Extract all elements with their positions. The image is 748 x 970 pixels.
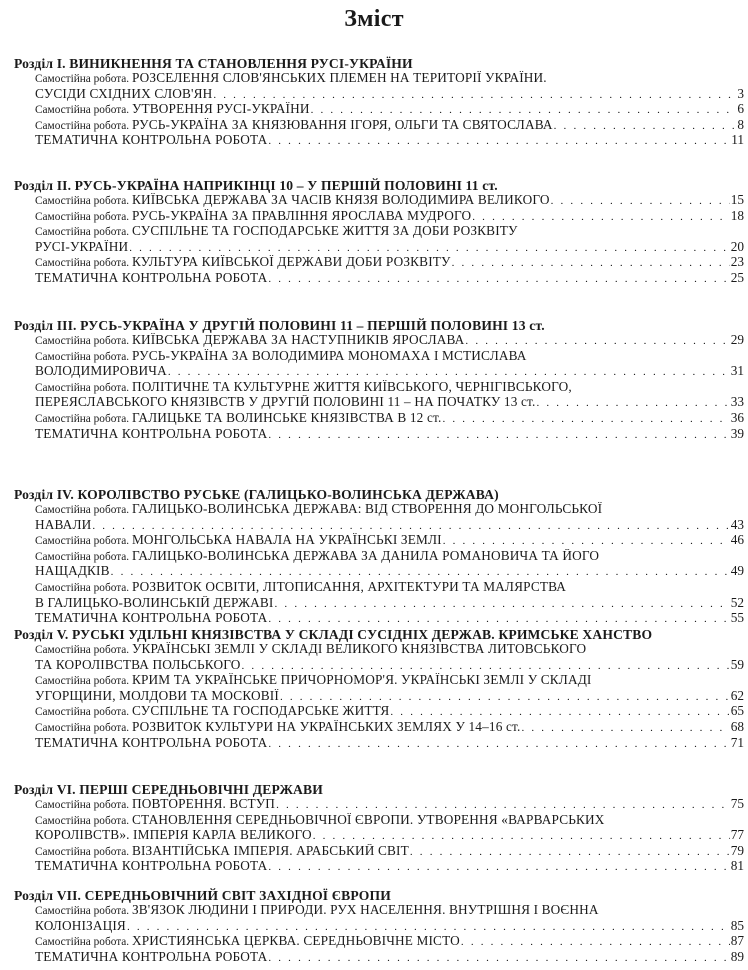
toc-section: [14, 178, 744, 287]
toc-entry[interactable]: [35, 533, 744, 549]
dot-leader: [280, 690, 730, 705]
section-heading: Розділ II. РУСЬ-УКРАЇНА НАПРИКІНЦІ 10 – У ПЕРШІЙ ПОЛОВИНІ 11 ст.: [14, 178, 498, 193]
entry-text: [35, 736, 267, 751]
entry-title: СУСІДИ СХІДНИХ СЛОВ'ЯН: [35, 86, 213, 101]
entry-prefix: Самостійна робота.: [35, 535, 132, 548]
entry-line: [35, 611, 744, 627]
dot-leader: [268, 428, 729, 443]
dot-leader: [268, 951, 729, 966]
entry-prefix: Самостійна робота.: [35, 226, 132, 239]
entry-title: СТАНОВЛЕННЯ СЕРЕДНЬОВІЧНОЇ ЄВРОПИ. УТВОРЕННЯ «ВАРВАРСЬКИХ: [131, 812, 605, 827]
page-number: 23: [730, 255, 744, 270]
entry-title: ТА КОРОЛІВСТВА ПОЛЬСЬКОГО: [35, 657, 241, 672]
entry-prefix: Самостійна робота.: [35, 550, 132, 563]
toc-entry[interactable]: [35, 642, 744, 673]
entry-line: [35, 411, 744, 427]
page-number: 89: [730, 949, 744, 964]
dot-leader: [311, 103, 737, 118]
entry-prefix: Самостійна робота.: [35, 581, 132, 594]
entry-prefix: Самостійна робота.: [35, 210, 132, 223]
entry-prefix: Самостійна робота.: [35, 936, 132, 949]
entry-text: [35, 333, 464, 349]
entry-line: [35, 903, 744, 919]
toc-entry[interactable]: [35, 380, 744, 411]
page-number: 85: [730, 918, 744, 933]
entry-title: КОРОЛІВСТВ». ІМПЕРІЯ КАРЛА ВЕЛИКОГО: [35, 828, 312, 843]
entry-line: [35, 844, 744, 860]
entry-text: [35, 642, 586, 658]
entry-title: ЗВ'ЯЗОК ЛЮДИНИ І ПРИРОДИ. РУХ НАСЕЛЕННЯ. ВНУТРІШНЯ І ВОЄННА: [131, 903, 599, 917]
section-heading: Розділ V. РУСЬКІ УДІЛЬНІ КНЯЗІВСТВА У СКЛАДІ СУСІДНІХ ДЕРЖАВ. КРИМСЬКЕ ХАНСТВО: [14, 627, 653, 642]
toc-section: [14, 487, 744, 627]
entry-title: КИЇВСЬКА ДЕРЖАВА ЗА ЧАСІВ КНЯЗЯ ВОЛОДИМИРА ВЕЛИКОГО: [131, 193, 550, 207]
entry-text: [35, 518, 91, 533]
entry-text: [35, 580, 566, 596]
entry-title: СУСПІЛЬНЕ ТА ГОСПОДАРСЬКЕ ЖИТТЯ ЗА ДОБИ РОЗКВІТУ: [131, 224, 518, 239]
entry-line: [35, 380, 744, 396]
page-number: 65: [730, 704, 744, 719]
entry-line: [35, 364, 744, 380]
entry-line: [35, 240, 744, 256]
entry-line: [35, 427, 744, 443]
page-number: 87: [730, 934, 744, 949]
entry-text: [35, 427, 267, 442]
entry-title: ПОВТОРЕННЯ. ВСТУП: [131, 797, 276, 811]
entry-prefix: Самостійна робота.: [35, 381, 132, 394]
dot-leader: [472, 210, 729, 225]
entry-prefix: Самостійна робота.: [35, 104, 132, 117]
entry-title: РУСІ-УКРАЇНИ: [35, 239, 129, 254]
section-heading: Розділ VII. СЕРЕДНЬОВІЧНИЙ СВІТ ЗАХІДНОЇ ЄВРОПИ: [14, 888, 391, 903]
dot-leader: [92, 519, 729, 534]
toc-section: [14, 56, 744, 149]
toc-section: [14, 627, 744, 751]
toc-entry[interactable]: [35, 580, 744, 611]
entry-title: ГАЛИЦЬКО-ВОЛИНСЬКА ДЕРЖАВА ЗА ДАНИЛА РОМАНОВИЧА ТА ЙОГО: [131, 548, 600, 563]
entry-line: [35, 333, 744, 349]
entry-text: [35, 596, 274, 611]
dot-leader: [268, 860, 729, 875]
entry-title: КОЛОНІЗАЦІЯ: [35, 918, 126, 933]
entry-title: ТЕМАТИЧНА КОНТРОЛЬНА РОБОТА: [35, 949, 268, 964]
page-number: 15: [730, 193, 744, 207]
entry-prefix: Самостійна робота.: [35, 119, 132, 132]
section-heading: Розділ IV. КОРОЛІВСТВО РУСЬКЕ (ГАЛИЦЬКО-ВОЛИНСЬКА ДЕРЖАВА): [14, 487, 499, 502]
page-number: 18: [730, 208, 744, 223]
entry-title: ПОЛІТИЧНЕ ТА КУЛЬТУРНЕ ЖИТТЯ КИЇВСЬКОГО, ЧЕРНІГІВСЬКОГО,: [131, 379, 572, 394]
dot-leader: [127, 920, 730, 935]
entry-line: [35, 133, 744, 149]
toc-entry[interactable]: [35, 349, 744, 380]
page-number: 3: [737, 86, 744, 101]
entry-title: НАВАЛИ: [35, 517, 92, 532]
entry-text: [35, 549, 599, 565]
page-number: 39: [730, 426, 744, 441]
toc-entry[interactable]: [35, 950, 744, 966]
dot-leader: [554, 119, 737, 134]
entry-line: [35, 549, 744, 565]
entry-text: [35, 813, 605, 829]
entry-line: [35, 673, 744, 689]
page-number: 75: [730, 797, 744, 811]
entry-line: [35, 533, 744, 549]
section-heading: Розділ VI. ПЕРШІ СЕРЕДНЬОВІЧНІ ДЕРЖАВИ: [14, 782, 323, 797]
entry-line: [35, 596, 744, 612]
toc-entry[interactable]: [35, 903, 744, 934]
toc-entry[interactable]: [35, 333, 744, 349]
dot-leader: [390, 705, 729, 720]
entry-line: [35, 193, 744, 209]
page-number: 59: [730, 657, 744, 672]
entry-text: [35, 704, 389, 720]
entry-line: [35, 813, 744, 829]
entry-title: ГАЛИЦЬКЕ ТА ВОЛИНСЬКЕ КНЯЗІВСТВА В 12 ст.: [131, 410, 442, 425]
entry-line: [35, 704, 744, 720]
entry-text: [35, 364, 167, 379]
dot-leader: [551, 194, 730, 209]
toc-entry[interactable]: [35, 736, 744, 752]
entry-line: [35, 87, 744, 103]
entry-text: [35, 209, 471, 225]
page-number: 62: [730, 688, 744, 703]
entry-text: [35, 673, 592, 689]
entry-text: [35, 502, 602, 518]
toc-entry[interactable]: [35, 704, 744, 720]
page-number: 68: [730, 719, 744, 734]
entry-text: [35, 919, 126, 934]
entry-line: [35, 859, 744, 875]
dot-leader: [461, 935, 730, 950]
toc-section: [14, 782, 744, 875]
entry-text: [35, 720, 520, 736]
entry-line: [35, 209, 744, 225]
dot-leader: [111, 565, 730, 580]
entry-prefix: Самостійна робота.: [35, 644, 132, 656]
entry-text: [35, 797, 275, 813]
toc-section: [14, 318, 744, 442]
toc-section: [14, 888, 744, 965]
page-number: 31: [730, 364, 744, 379]
entry-line: [35, 580, 744, 596]
page-number: 11: [731, 133, 744, 148]
entry-title: РОЗСЕЛЕННЯ СЛОВ'ЯНСЬКИХ ПЛЕМЕН НА ТЕРИТОРІЇ УКРАЇНИ.: [131, 71, 547, 85]
toc-entry[interactable]: [35, 271, 744, 287]
entry-title: ТЕМАТИЧНА КОНТРОЛЬНА РОБОТА: [35, 270, 268, 285]
entry-prefix: Самостійна робота.: [35, 412, 132, 425]
page-number: 46: [730, 533, 744, 548]
dot-leader: [129, 241, 729, 256]
entry-text: [35, 844, 409, 860]
entry-line: [35, 102, 744, 118]
entry-prefix: Самостійна робота.: [35, 257, 132, 270]
entry-text: [35, 859, 267, 874]
entry-line: [35, 736, 744, 752]
dot-leader: [442, 412, 729, 427]
entry-text: [35, 564, 110, 579]
entry-text: [35, 224, 518, 240]
entry-prefix: Самостійна робота.: [35, 73, 132, 85]
entry-title: КИЇВСЬКА ДЕРЖАВА ЗА НАСТУПНИКІВ ЯРОСЛАВА: [131, 333, 465, 347]
entry-line: [35, 502, 744, 518]
toc-entry[interactable]: [35, 118, 744, 134]
dot-leader: [465, 334, 729, 349]
page-number: 33: [730, 395, 744, 410]
page-number: 43: [730, 517, 744, 532]
entry-title: УГОРЩИНИ, МОЛДОВИ ТА МОСКОВІЇ: [35, 688, 279, 703]
entry-text: [35, 950, 267, 965]
entry-title: УКРАЇНСЬКІ ЗЕМЛІ У СКЛАДІ ВЕЛИКОГО КНЯЗІВСТВА ЛИТОВСЬКОГО: [131, 642, 587, 656]
toc-entry[interactable]: [35, 934, 744, 950]
dot-leader: [536, 396, 729, 411]
dot-leader: [521, 721, 729, 736]
entry-title: КРИМ ТА УКРАЇНСЬКЕ ПРИЧОРНОМОР'Я. УКРАЇНСЬКІ ЗЕМЛІ У СКЛАДІ: [131, 673, 592, 688]
toc-entry[interactable]: [35, 797, 744, 813]
entry-text: [35, 71, 547, 87]
toc-entry[interactable]: [35, 102, 744, 118]
page-number: 81: [730, 859, 744, 874]
entry-text: [35, 380, 572, 396]
toc-entry[interactable]: [35, 255, 744, 271]
dot-leader: [268, 134, 730, 149]
entry-line: [35, 797, 744, 813]
entry-title: РУСЬ-УКРАЇНА ЗА ВОЛОДИМИРА МОНОМАХА І МСТИСЛАВА: [131, 348, 527, 363]
dot-leader: [452, 256, 730, 271]
entry-title: РУСЬ-УКРАЇНА ЗА КНЯЗЮВАННЯ ІГОРЯ, ОЛЬГИ ТА СВЯТОСЛАВА: [131, 117, 553, 132]
dot-leader: [268, 272, 729, 287]
entry-prefix: Самостійна робота.: [35, 706, 132, 719]
entry-prefix: Самостійна робота.: [35, 814, 132, 827]
toc-entry[interactable]: [35, 193, 744, 209]
entry-title: ТЕМАТИЧНА КОНТРОЛЬНА РОБОТА: [35, 735, 268, 750]
page-number: 52: [730, 595, 744, 610]
entry-line: [35, 118, 744, 134]
section-heading: Розділ III. РУСЬ-УКРАЇНА У ДРУГІЙ ПОЛОВИНІ 11 – ПЕРШІЙ ПОЛОВИНІ 13 ст.: [14, 318, 545, 333]
entry-title: ХРИСТИЯНСЬКА ЦЕРКВА. СЕРЕДНЬОВІЧНЕ МІСТО: [131, 934, 460, 949]
entry-text: [35, 255, 451, 271]
entry-text: [35, 411, 441, 427]
entry-line: [35, 349, 744, 365]
entry-title: РУСЬ-УКРАЇНА ЗА ПРАВЛІННЯ ЯРОСЛАВА МУДРОГО: [131, 208, 472, 223]
entry-line: [35, 518, 744, 534]
entry-prefix: Самостійна робота.: [35, 721, 132, 734]
toc-entry[interactable]: [35, 859, 744, 875]
toc-entry[interactable]: [35, 427, 744, 443]
entry-text: [35, 828, 312, 843]
entry-prefix: Самостійна робота.: [35, 799, 132, 811]
entry-title: МОНГОЛЬСЬКА НАВАЛА НА УКРАЇНСЬКІ ЗЕМЛІ: [131, 533, 442, 548]
entry-title: В ГАЛИЦЬКО-ВОЛИНСЬКІЙ ДЕРЖАВІ: [35, 595, 274, 610]
entry-line: [35, 934, 744, 950]
dot-leader: [276, 798, 730, 813]
entry-title: КУЛЬТУРА КИЇВСЬКОЇ ДЕРЖАВИ ДОБИ РОЗКВІТУ: [131, 255, 451, 270]
dot-leader: [313, 829, 730, 844]
entry-line: [35, 950, 744, 966]
toc-entry[interactable]: [35, 411, 744, 427]
entry-title: ТЕМАТИЧНА КОНТРОЛЬНА РОБОТА: [35, 133, 268, 148]
entry-text: [35, 118, 553, 134]
entry-title: РОЗВИТОК КУЛЬТУРИ НА УКРАЇНСЬКИХ ЗЕМЛЯХ У 14–16 ст.: [131, 719, 521, 734]
toc-entry[interactable]: [35, 549, 744, 580]
entry-line: [35, 720, 744, 736]
dot-leader: [275, 597, 730, 612]
toc-entry[interactable]: [35, 502, 744, 533]
entry-title: СУСПІЛЬНЕ ТА ГОСПОДАРСЬКЕ ЖИТТЯ: [131, 704, 390, 719]
toc-entry[interactable]: [35, 813, 744, 844]
dot-leader: [410, 845, 730, 860]
entry-title: УТВОРЕННЯ РУСІ-УКРАЇНИ: [131, 102, 310, 117]
dot-leader: [268, 737, 729, 752]
section-heading: Розділ I. ВИНИКНЕННЯ ТА СТАНОВЛЕННЯ РУСІ-УКРАЇНИ: [14, 56, 413, 71]
entry-text: [35, 102, 310, 118]
dot-leader: [213, 88, 736, 103]
dot-leader: [443, 534, 730, 549]
page-number: 71: [730, 735, 744, 750]
entry-line: [35, 828, 744, 844]
entry-text: [35, 611, 267, 626]
entry-text: [35, 349, 527, 365]
entry-title: ТЕМАТИЧНА КОНТРОЛЬНА РОБОТА: [35, 611, 268, 626]
entry-line: [35, 564, 744, 580]
entry-text: [35, 903, 599, 919]
entry-line: [35, 71, 744, 87]
entry-title: ТЕМАТИЧНА КОНТРОЛЬНА РОБОТА: [35, 426, 268, 441]
entry-line: [35, 271, 744, 287]
entry-text: [35, 395, 535, 410]
entry-line: [35, 642, 744, 658]
entry-title: ВОЛОДИМИРОВИЧА: [35, 364, 167, 379]
page-number: 6: [737, 102, 744, 117]
entry-text: [35, 133, 267, 148]
page-number: 36: [730, 410, 744, 425]
toc-entry[interactable]: [35, 209, 744, 225]
entry-text: [35, 934, 460, 950]
toc-entry[interactable]: [35, 844, 744, 860]
entry-line: [35, 689, 744, 705]
entry-prefix: Самостійна робота.: [35, 195, 132, 207]
page-number: 79: [730, 843, 744, 858]
toc-entry[interactable]: [35, 71, 744, 102]
entry-line: [35, 919, 744, 935]
entry-text: [35, 533, 442, 549]
entry-text: [35, 689, 279, 704]
page-number: 25: [730, 270, 744, 285]
toc-entry[interactable]: [35, 611, 744, 627]
entry-title: РОЗВИТОК ОСВІТИ, ЛІТОПИСАННЯ, АРХІТЕКТУРИ ТА МАЛЯРСТВА: [131, 579, 567, 594]
toc-entry[interactable]: [35, 673, 744, 704]
page-title: Зміст: [344, 6, 404, 32]
entry-title: ГАЛИЦЬКО-ВОЛИНСЬКА ДЕРЖАВА: ВІД СТВОРЕННЯ ДО МОНГОЛЬСЬКОЇ: [131, 502, 603, 516]
dot-leader: [268, 612, 729, 627]
page-number: 8: [737, 117, 744, 132]
entry-prefix: Самостійна робота.: [35, 504, 132, 516]
entry-title: НАЩАДКІВ: [35, 564, 110, 579]
dot-leader: [242, 659, 730, 674]
entry-line: [35, 395, 744, 411]
entry-line: [35, 658, 744, 674]
dot-leader: [168, 365, 730, 380]
toc-entry[interactable]: [35, 720, 744, 736]
entry-text: [35, 271, 267, 286]
toc-entry[interactable]: [35, 133, 744, 149]
page-number: 77: [730, 828, 744, 843]
entry-line: [35, 255, 744, 271]
entry-prefix: Самостійна робота.: [35, 675, 132, 688]
page-number: 29: [730, 333, 744, 347]
page-number: 55: [730, 611, 744, 626]
entry-title: ТЕМАТИЧНА КОНТРОЛЬНА РОБОТА: [35, 859, 268, 874]
entry-prefix: Самостійна робота.: [35, 905, 132, 917]
toc-entry[interactable]: [35, 224, 744, 255]
entry-text: [35, 87, 212, 102]
entry-text: [35, 193, 550, 209]
page-number: 49: [730, 564, 744, 579]
entry-title: ПЕРЕЯСЛАВСЬКОГО КНЯЗІВСТВ У ДРУГІЙ ПОЛОВИНІ 11 – НА ПОЧАТКУ 13 ст.: [35, 395, 536, 410]
entry-text: [35, 658, 241, 673]
entry-prefix: Самостійна робота.: [35, 335, 132, 347]
page-number: 20: [730, 239, 744, 254]
entry-text: [35, 240, 128, 255]
entry-prefix: Самостійна робота.: [35, 845, 132, 858]
entry-prefix: Самостійна робота.: [35, 350, 132, 363]
entry-title: ВІЗАНТІЙСЬКА ІМПЕРІЯ. АРАБСЬКИЙ СВІТ: [131, 843, 409, 858]
entry-line: [35, 224, 744, 240]
